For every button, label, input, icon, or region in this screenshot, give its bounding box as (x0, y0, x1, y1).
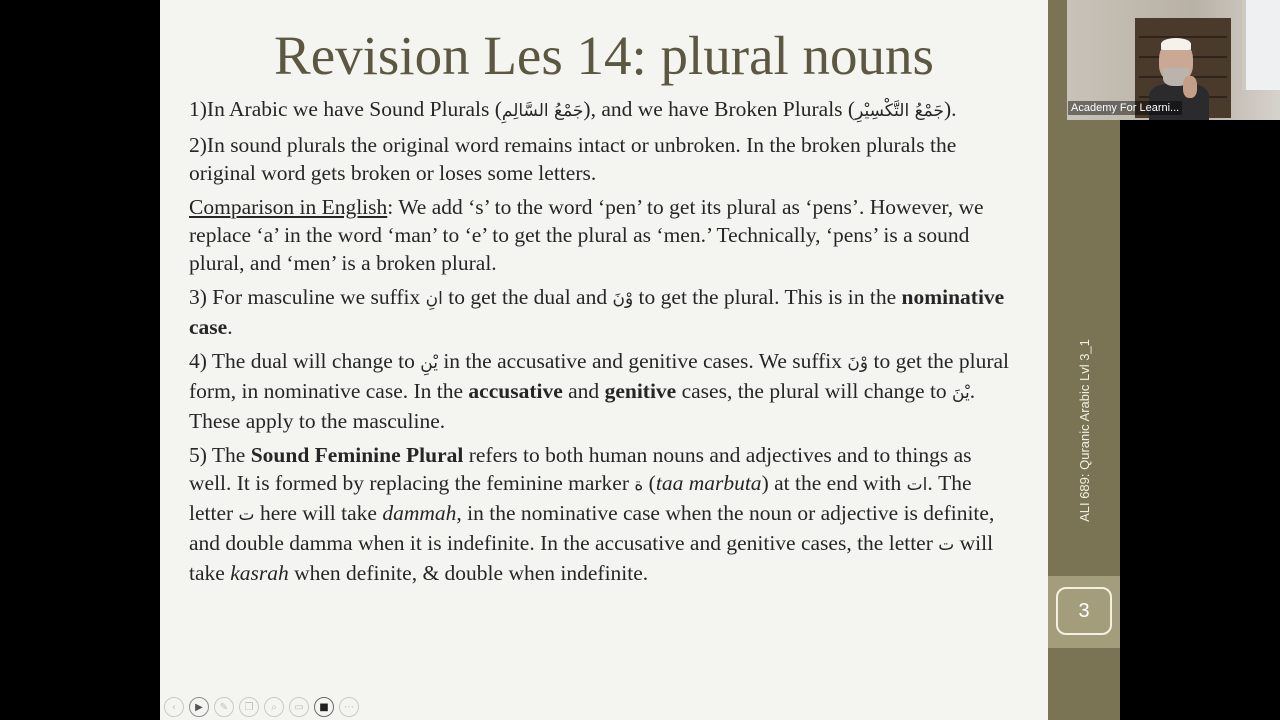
zoom-icon[interactable]: ⌕ (264, 697, 284, 717)
slide-body (189, 95, 1019, 593)
back-icon[interactable]: ‹ (164, 697, 184, 717)
comparison-label: Comparison in English (189, 195, 388, 219)
point-1: 1)In Arabic we have Sound Plurals (جَمْعُ السَّالِمِ), and we have Broken Plurals (جَمْعُ التَّكْسِيْرِ). (189, 97, 957, 121)
point-comparison: Comparison in English: We add ‘s’ to the word ‘pen’ to get its plural as ‘pens’. However, we replace ‘a’ in the word ‘man’ to ‘e’ to get the plural as ‘men.’ Technically, ‘pens’ is a sound plural, and ‘men’ is a broken plural. (189, 195, 984, 275)
participant-name: Academy For Learni... (1068, 101, 1182, 115)
copy-icon[interactable]: ❐ (239, 697, 259, 717)
slide (160, 0, 1048, 720)
more-icon[interactable]: ⋯ (339, 697, 359, 717)
menu-icon[interactable]: ▭ (289, 697, 309, 717)
window-background (1242, 0, 1280, 90)
camera-icon[interactable]: ■ (314, 697, 334, 717)
arabic-sound-plural: جَمْعُ السَّالِمِ (501, 101, 584, 121)
play-icon[interactable]: ▶ (189, 697, 209, 717)
page-number: 3 (1056, 587, 1112, 635)
point-4: 4) The dual will change to يْنِ in the accusative and genitive cases. We suffix وْنَ to get the plural form, in nominative case. In the accusative and genitive cases, the plural will change to يْنَ. These apply to the masculine. (189, 349, 1009, 433)
arabic-broken-plural: جَمْعُ التَّكْسِيْرِ (855, 101, 944, 121)
pen-icon[interactable]: ✎ (214, 697, 234, 717)
course-label: ALI 689: Quranic Arabic Lvl 3_1 (1076, 338, 1092, 522)
point-3: 3) For masculine we suffix انِ to get the dual and وْنَ to get the plural. This is in the nominative case. (189, 285, 1005, 339)
point-2: 2)In sound plurals the original word remains intact or unbroken. In the broken plurals the original word gets broken or loses some letters. (189, 133, 957, 185)
slide-title: Revision Les 14: plural nouns (274, 25, 934, 86)
presentation-toolbar (164, 697, 359, 717)
page-number-box (1048, 576, 1120, 648)
video-thumbnail[interactable] (1067, 0, 1280, 120)
point-5: 5) The Sound Feminine Plural refers to both human nouns and adjectives and to things as well. It is formed by replacing the feminine marker ة (taa marbuta) at the end with ات. The letter ت here will take dammah, in the nominative case when the noun or adjective is definite, and double damma when it is indefinite. In the accusative and genitive cases, the letter ت will take kasrah when definite, & double when indefinite. (189, 443, 995, 585)
